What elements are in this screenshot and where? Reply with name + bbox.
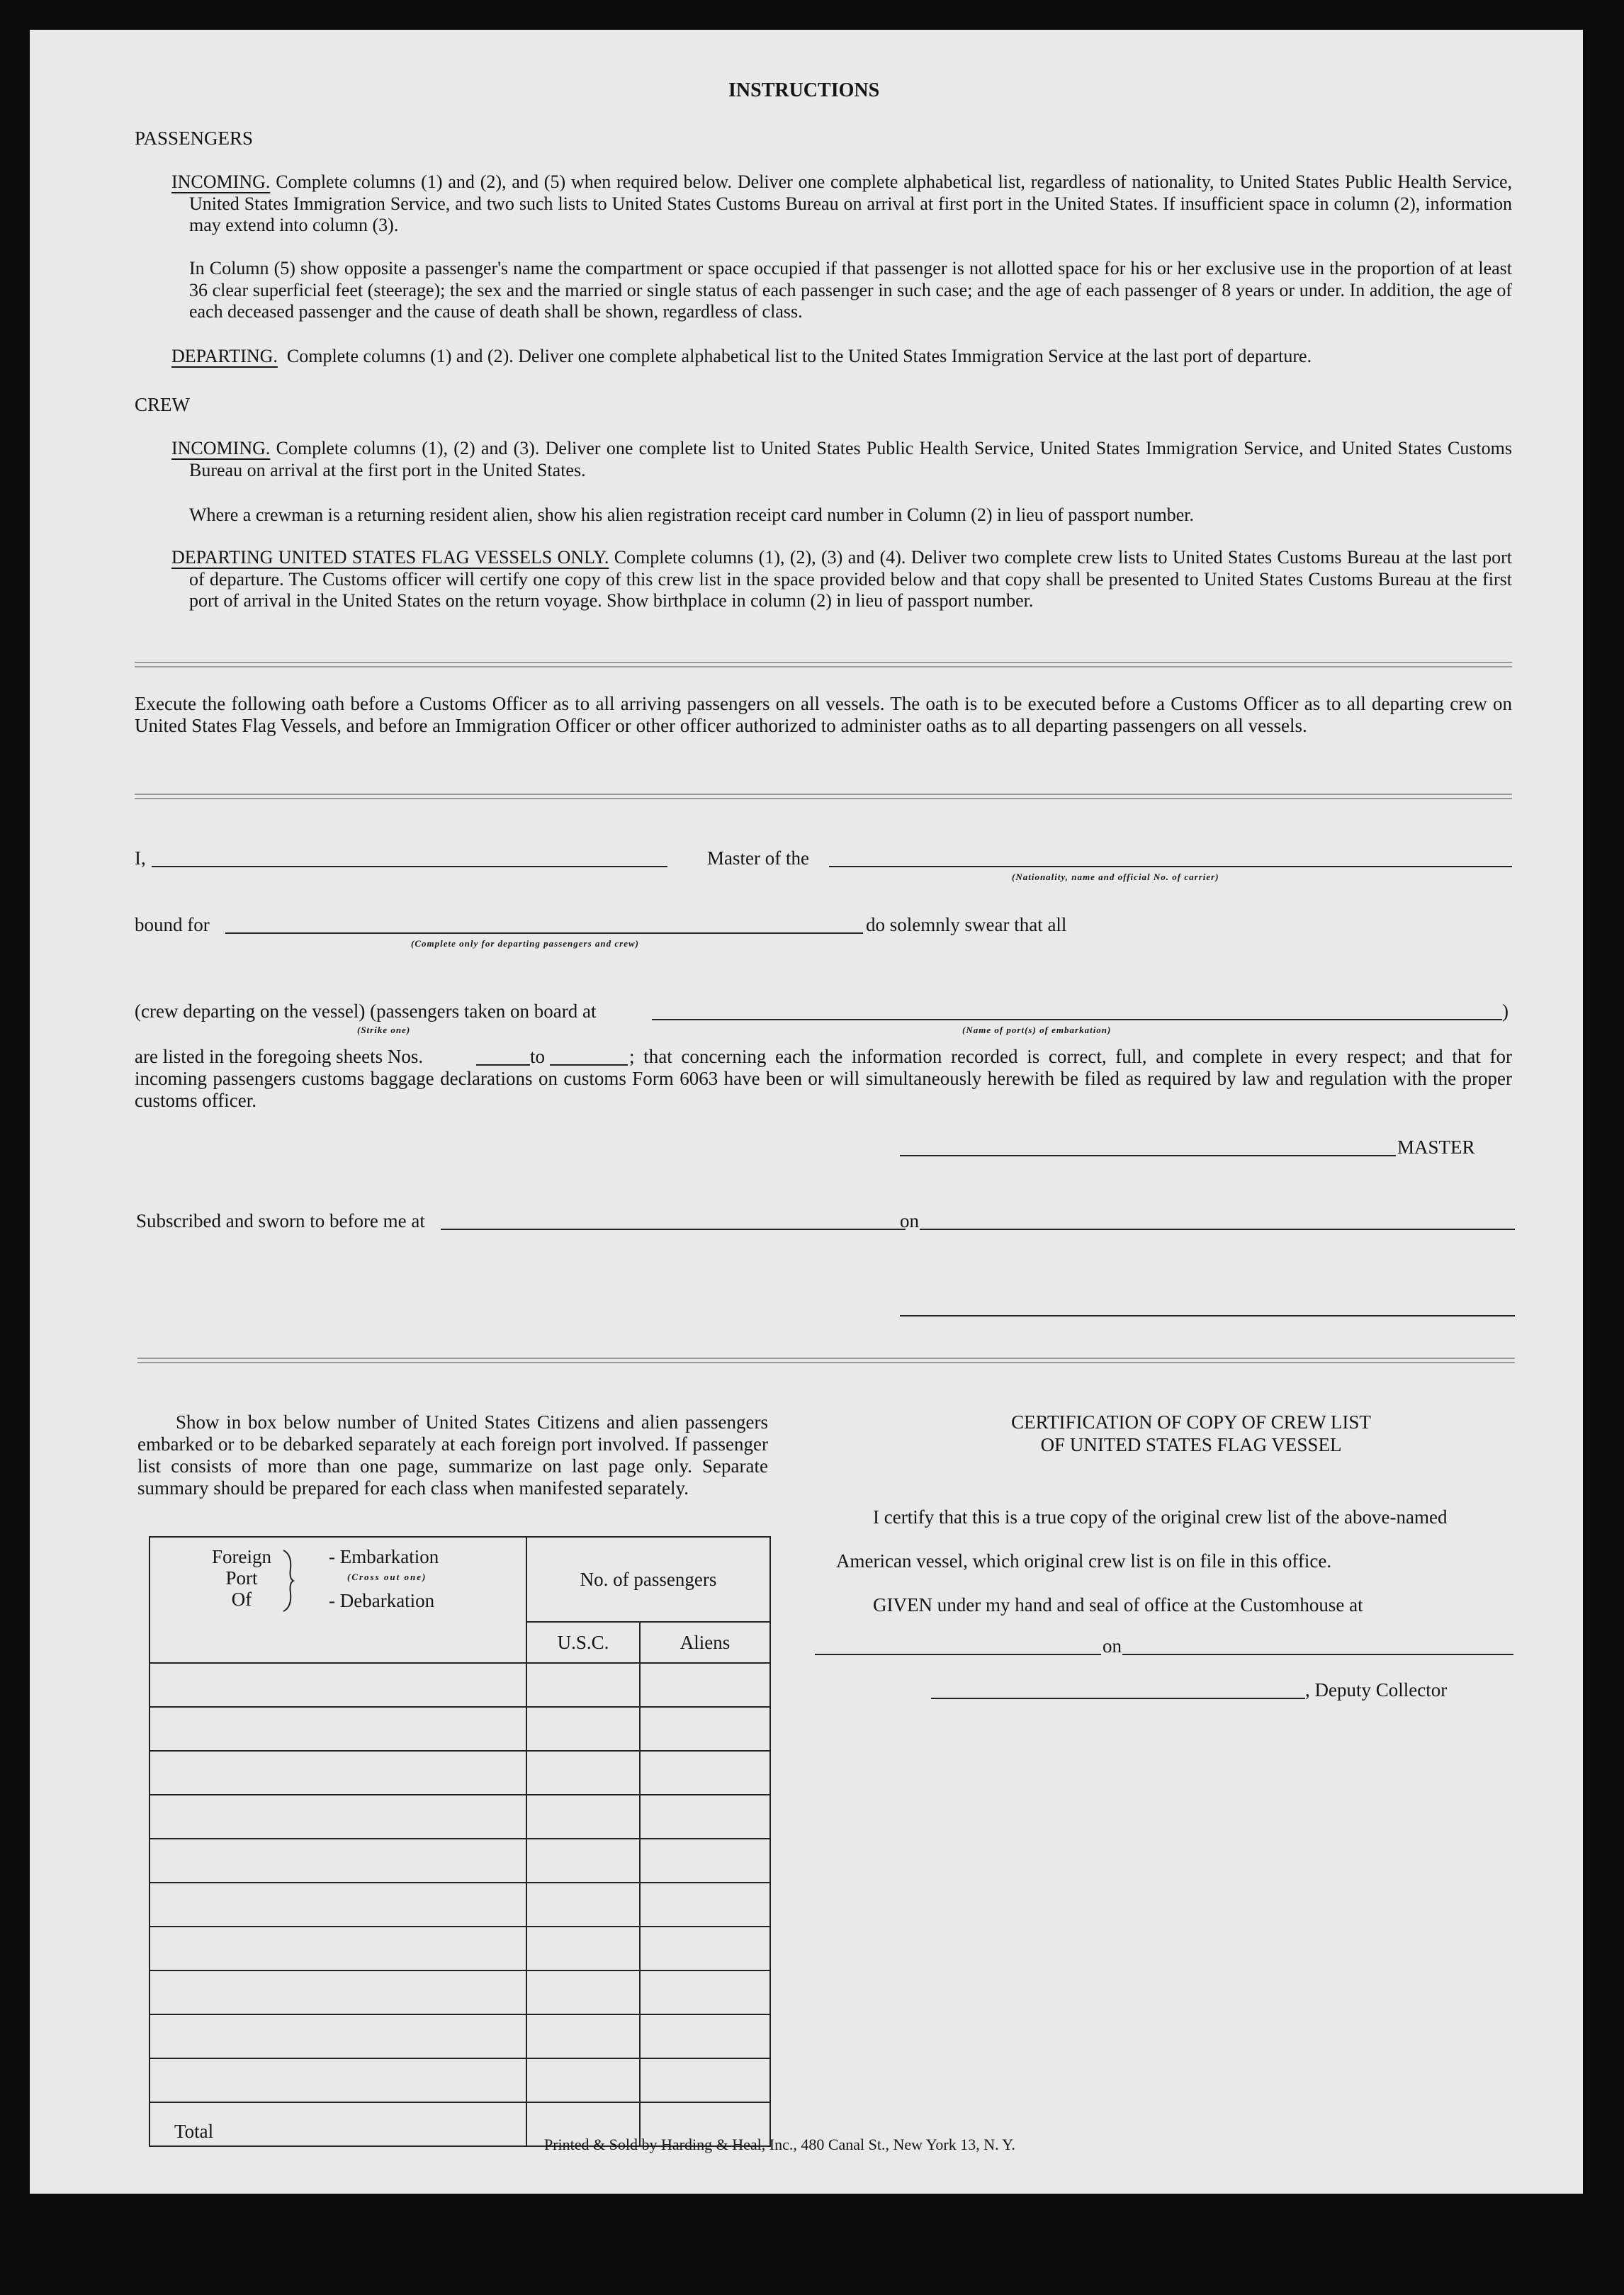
divider-3 xyxy=(137,1358,1515,1363)
cert-date-field[interactable] xyxy=(1122,1654,1513,1655)
officer-signature-field[interactable] xyxy=(900,1315,1515,1316)
aliens-cell[interactable] xyxy=(640,1970,770,2014)
printer-footer: Printed & Sold by Harding & Heal, Inc., 480 Canal St., New York 13, N. Y. xyxy=(544,2136,1015,2153)
column5-paragraph: In Column (5) show opposite a passenger's name the compartment or space occupied if that passenger is not allotted space for his or her exclusive use in the proportion of at least 36 clear superficial feet (steerage); the sex and the married or single status of each passenger in such case; and the age of each passenger of 8 years or under. In addition, the age of each deceased passenger and the cause of death shall be shown, regardless of class. xyxy=(189,258,1512,322)
aliens-cell[interactable] xyxy=(640,1707,770,1751)
port-label: Port xyxy=(225,1567,258,1589)
crew-incoming-text: Complete columns (1), (2) and (3). Deliver one complete list to United States Public Health Service, United States Immigration Service, and United States Customs Bureau on arrival at the first port in the United States. xyxy=(189,438,1513,480)
usc-cell[interactable] xyxy=(526,2058,640,2102)
cross-out-note: (Cross out one) xyxy=(347,1572,427,1582)
deputy-label: , Deputy Collector xyxy=(1305,1679,1448,1701)
certify-line-1: I certify that this is a true copy of the original crew list of the above-named xyxy=(873,1506,1448,1528)
passengers-departing-label: DEPARTING. xyxy=(171,346,278,366)
no-passengers-header: No. of passengers xyxy=(526,1537,770,1622)
crew-departing-label: DEPARTING UNITED STATES FLAG VESSELS ONLY. xyxy=(171,547,609,568)
embarkation-port-field[interactable] xyxy=(652,1019,1502,1020)
nationality-note: (Nationality, name and official No. of carrier) xyxy=(1012,872,1219,882)
crew-heading: CREW xyxy=(135,394,190,415)
port-cell[interactable] xyxy=(150,1839,526,1883)
of-label: Of xyxy=(231,1589,252,1610)
table-row xyxy=(150,1663,770,1707)
aliens-cell[interactable] xyxy=(640,2014,770,2058)
do-solemnly-label: do solemnly swear that all xyxy=(866,914,1067,935)
aliens-cell[interactable] xyxy=(640,2058,770,2102)
passengers-heading: PASSENGERS xyxy=(135,128,254,149)
sworn-date-field[interactable] xyxy=(920,1229,1515,1230)
sworn-place-field[interactable] xyxy=(441,1229,906,1230)
certify-line-2: American vessel, which original crew list is on file in this office. xyxy=(836,1550,1332,1572)
port-cell[interactable] xyxy=(150,1795,526,1839)
crew-departing-label: (crew departing on the vessel) (passengers taken on board at xyxy=(135,1000,597,1022)
master-signature-field[interactable] xyxy=(900,1155,1396,1156)
form-page xyxy=(30,30,1583,2194)
aliens-cell[interactable] xyxy=(640,1795,770,1839)
divider-2 xyxy=(135,794,1512,799)
port-cell[interactable] xyxy=(150,1707,526,1751)
usc-cell[interactable] xyxy=(526,1970,640,2014)
listed-prefix: are listed in the foregoing sheets Nos. xyxy=(135,1046,424,1067)
passengers-incoming-label: INCOMING. xyxy=(171,171,271,192)
port-note: (Name of port(s) of embarkation) xyxy=(962,1025,1112,1035)
summary-instructions: Show in box below number of United States Citizens and alien passengers embarked or to be debarked separately at each foreign port involved. If passenger list consists of more than one page, summarize on last page only. Separate summary should be prepared for each class when manifested separately. xyxy=(137,1411,768,1499)
crew-returning-paragraph: Where a crewman is a returning resident alien, show his alien registration receipt card number in Column (2) in lieu of passport number. xyxy=(189,504,1195,525)
deputy-signature-field[interactable] xyxy=(931,1698,1305,1699)
carrier-field[interactable] xyxy=(829,866,1512,867)
total-label: Total xyxy=(150,2102,526,2146)
complete-only-note: (Complete only for departing passengers and crew) xyxy=(411,938,639,949)
usc-header: U.S.C. xyxy=(526,1622,640,1663)
crew-departing-paragraph xyxy=(171,547,1512,612)
port-cell[interactable] xyxy=(150,1970,526,2014)
table-row xyxy=(150,2058,770,2102)
bound-for-field[interactable] xyxy=(225,932,863,934)
cert-on-label: on xyxy=(1103,1635,1122,1657)
passengers-departing-paragraph xyxy=(171,346,1312,368)
divider-1 xyxy=(135,662,1512,667)
sworn-on-label: on xyxy=(900,1210,919,1231)
usc-cell[interactable] xyxy=(526,1663,640,1707)
table-row xyxy=(150,1970,770,2014)
table-header-row xyxy=(150,1537,770,1622)
port-cell[interactable] xyxy=(150,2014,526,2058)
aliens-cell[interactable] xyxy=(640,1883,770,1927)
master-of-the-label: Master of the xyxy=(707,847,809,869)
to-label: to xyxy=(530,1046,546,1067)
aliens-cell[interactable] xyxy=(640,1927,770,1970)
crew-departing-text: Complete columns (1), (2), (3) and (4). Deliver two complete crew lists to United States Customs Bureau at the last port of departure. The Customs officer will certify one copy of this crew list in the space provided below and that copy shall be presented to United States Customs Bureau at the first port of arrival in the United States on the return voyage. Show birthplace in column (2) in lieu of passport number. xyxy=(189,547,1512,611)
port-cell[interactable] xyxy=(150,1883,526,1927)
usc-cell[interactable] xyxy=(526,1839,640,1883)
foreign-label: Foreign xyxy=(212,1546,271,1567)
table-row xyxy=(150,1883,770,1927)
crew-incoming-paragraph xyxy=(171,438,1512,481)
usc-cell[interactable] xyxy=(526,1751,640,1795)
aliens-cell[interactable] xyxy=(640,1663,770,1707)
certification-title-2: OF UNITED STATES FLAG VESSEL xyxy=(1040,1434,1342,1455)
port-cell[interactable] xyxy=(150,1927,526,1970)
embarkation-label: - Embarkation xyxy=(329,1546,439,1567)
customhouse-field[interactable] xyxy=(815,1654,1101,1655)
usc-cell[interactable] xyxy=(526,2014,640,2058)
table-row xyxy=(150,1927,770,1970)
usc-cell[interactable] xyxy=(526,1883,640,1927)
debarkation-label: - Debarkation xyxy=(329,1590,435,1611)
table-row xyxy=(150,1795,770,1839)
table-row xyxy=(150,1707,770,1751)
listed-rest: ; that concerning each the information recorded is correct, full, and complete in every respect; and that for incoming passengers customs baggage declarations on customs Form 6063 have been or will simultaneously herewith be filed as required by law and regulation with the proper customs officer. xyxy=(135,1046,1512,1111)
passengers-departing-text: Complete columns (1) and (2). Deliver one complete alphabetical list to the United States Immigration Service at the last port of departure. xyxy=(286,346,1312,366)
oath-instructions: Execute the following oath before a Customs Officer as to all arriving passengers on all vessels. The oath is to be executed before a Customs Officer as to all departing crew on United States Flag Vessels, and before an Immigration Officer or other officer authorized to administer oaths as to all departing passengers on all vessels. xyxy=(135,693,1512,736)
port-cell[interactable] xyxy=(150,1751,526,1795)
brace-icon xyxy=(281,1549,296,1613)
usc-cell[interactable] xyxy=(526,1795,640,1839)
aliens-cell[interactable] xyxy=(640,1839,770,1883)
usc-cell[interactable] xyxy=(526,1927,640,1970)
given-line: GIVEN under my hand and seal of office at the Customhouse at xyxy=(873,1594,1363,1615)
table-row xyxy=(150,1751,770,1795)
subscribed-label: Subscribed and sworn to before me at xyxy=(136,1210,425,1231)
passenger-summary-table xyxy=(149,1536,771,2147)
port-cell[interactable] xyxy=(150,2058,526,2102)
table-row xyxy=(150,1839,770,1883)
crew-incoming-label: INCOMING. xyxy=(171,438,271,458)
bound-for-label: bound for xyxy=(135,914,210,935)
master-label: MASTER xyxy=(1397,1137,1475,1158)
close-paren: ) xyxy=(1502,1000,1509,1022)
oath-i-label: I, xyxy=(135,847,146,869)
passengers-incoming-text: Complete columns (1) and (2), and (5) when required below. Deliver one complete alphabetical list, regardless of nationality, to United States Public Health Service, United States Immigration Service, and two such lists to United States Customs Bureau on arrival at first port in the United States. If insufficient space in column (2), information may extend into column (3). xyxy=(189,171,1513,235)
port-cell[interactable] xyxy=(150,1663,526,1707)
certification-title-1: CERTIFICATION OF COPY OF CREW LIST xyxy=(1011,1411,1371,1433)
aliens-cell[interactable] xyxy=(640,1751,770,1795)
foreign-port-header xyxy=(150,1537,526,1663)
table-row xyxy=(150,2014,770,2058)
master-name-field[interactable] xyxy=(152,866,667,867)
passengers-incoming-paragraph xyxy=(171,171,1512,237)
aliens-header: Aliens xyxy=(640,1622,770,1663)
usc-cell[interactable] xyxy=(526,1707,640,1751)
page-title: INSTRUCTIONS xyxy=(728,79,880,101)
strike-one-note: (Strike one) xyxy=(357,1025,411,1035)
